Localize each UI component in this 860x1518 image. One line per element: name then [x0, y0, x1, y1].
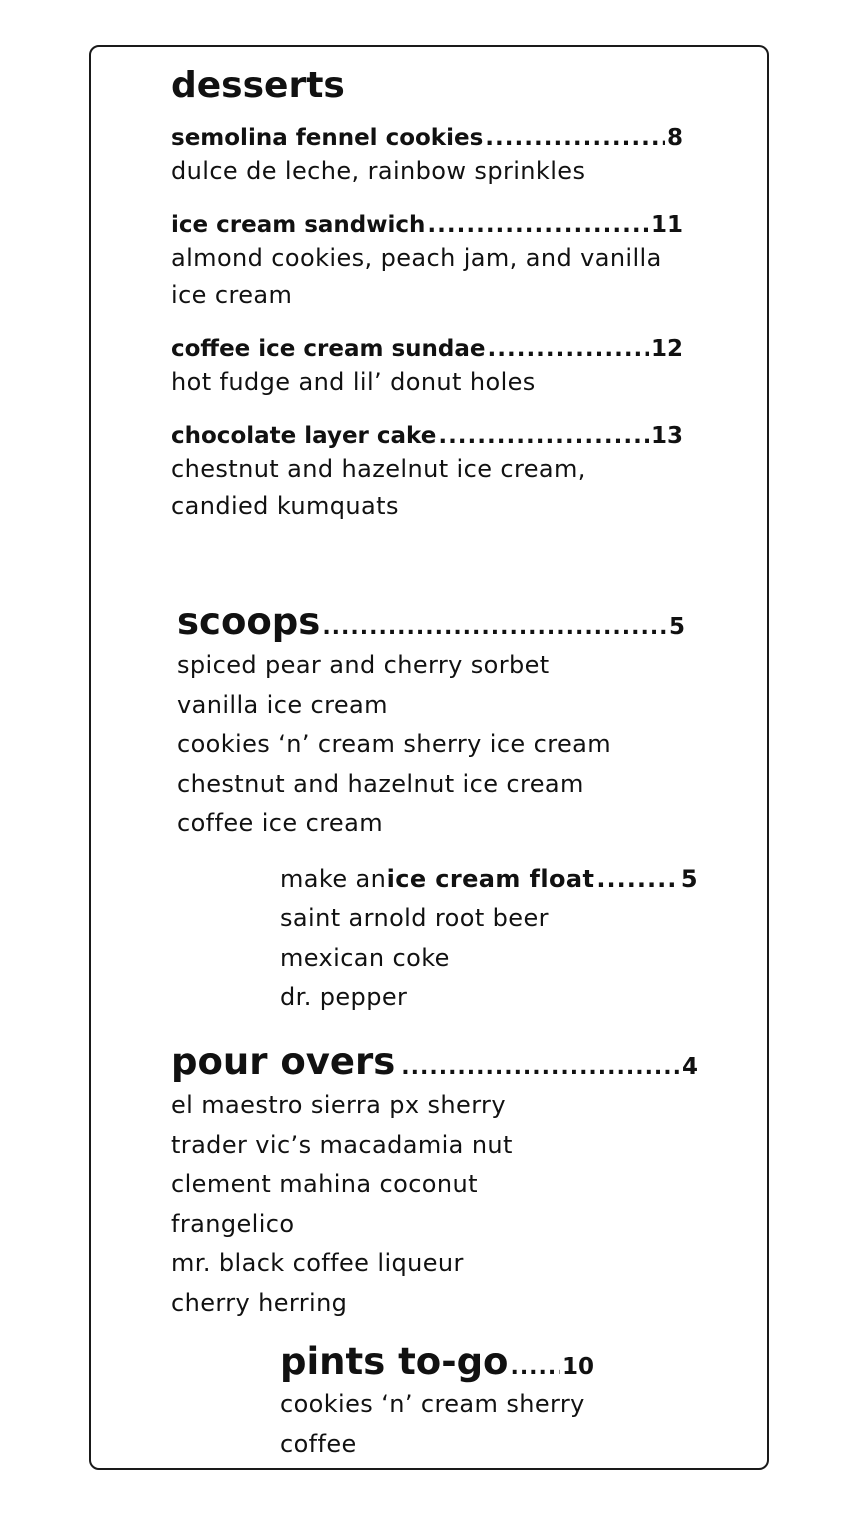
pour-overs-list	[171, 1086, 513, 1323]
dessert-item-desc: chestnut and hazelnut ice cream,	[171, 455, 586, 483]
dessert-item-desc: almond cookies, peach jam, and vanilla	[171, 244, 662, 272]
dessert-item	[171, 210, 683, 314]
list-item: dr. pepper	[280, 983, 408, 1011]
leader-dots	[427, 210, 649, 240]
dessert-item-desc: ice cream	[171, 281, 293, 309]
list-item: coffee	[280, 1429, 357, 1458]
float-header-row	[280, 864, 698, 894]
pour-overs-price: 4	[681, 1054, 698, 1080]
list-item: mexican coke	[280, 943, 450, 972]
list-item: cherry herring	[171, 1288, 348, 1317]
dessert-item-title-row	[171, 123, 683, 153]
list-item: clement mahina coconut	[171, 1170, 478, 1198]
dessert-item	[171, 421, 683, 525]
dessert-item-desc: hot fudge and lil’ donut holes	[171, 368, 536, 396]
scoops-list	[177, 646, 611, 844]
dessert-item	[171, 123, 683, 190]
list-item: coffee ice cream	[177, 809, 383, 837]
leader-dots	[488, 334, 649, 364]
dessert-item-desc: dulce de leche, rainbow sprinkles	[171, 157, 586, 185]
list-item: el maestro sierra px sherry	[171, 1091, 506, 1119]
list-item: trader vic’s macadamia nut	[171, 1130, 513, 1159]
float-prefix: make an	[280, 865, 387, 893]
leader-dots	[438, 421, 649, 451]
desserts-heading: desserts	[171, 65, 345, 106]
dessert-item-price: 12	[650, 336, 683, 362]
dessert-item-title-row	[171, 421, 683, 451]
list-item: vanilla ice cream	[177, 690, 388, 719]
float-name: ice cream float	[386, 865, 595, 893]
float-options-list	[280, 899, 549, 1018]
float-price: 5	[680, 865, 698, 893]
scoops-price: 5	[668, 614, 685, 640]
dessert-item-name: coffee ice cream sundae	[171, 336, 486, 362]
list-item: cookies ‘n’ cream sherry ice cream	[177, 730, 612, 758]
list-item: chestnut and hazelnut ice cream	[177, 769, 584, 798]
dessert-item-name: chocolate layer cake	[171, 423, 437, 449]
leader-dots	[485, 123, 665, 153]
dessert-item-price: 11	[650, 212, 683, 238]
list-item: mr. black coffee liqueur	[171, 1249, 464, 1277]
scoops-header-row	[177, 600, 685, 644]
pints-list	[280, 1385, 585, 1464]
pints-price: 10	[561, 1354, 594, 1380]
dessert-item-desc: candied kumquats	[171, 492, 399, 520]
dessert-item-name: semolina fennel cookies	[171, 125, 484, 151]
pour-overs-header-row	[171, 1040, 698, 1084]
dessert-item-price: 8	[666, 125, 683, 151]
list-item: spiced pear and cherry sorbet	[177, 651, 550, 679]
list-item: cookies ‘n’ cream sherry	[280, 1390, 585, 1418]
leader-dots	[401, 1055, 680, 1080]
dessert-item-title-row	[171, 210, 683, 240]
pints-heading: pints to-go	[280, 1340, 509, 1383]
scoops-heading: scoops	[177, 600, 321, 643]
pour-overs-heading: pour overs	[171, 1040, 396, 1083]
dessert-item-price: 13	[650, 423, 683, 449]
list-item: saint arnold root beer	[280, 904, 549, 932]
pints-header-row	[280, 1340, 594, 1384]
leader-dots	[322, 615, 667, 640]
list-item: frangelico	[171, 1209, 295, 1238]
dessert-item	[171, 334, 683, 401]
dessert-item-name: ice cream sandwich	[171, 212, 426, 238]
dessert-item-title-row	[171, 334, 683, 364]
leader-dots	[596, 864, 679, 894]
leader-dots	[510, 1355, 560, 1380]
